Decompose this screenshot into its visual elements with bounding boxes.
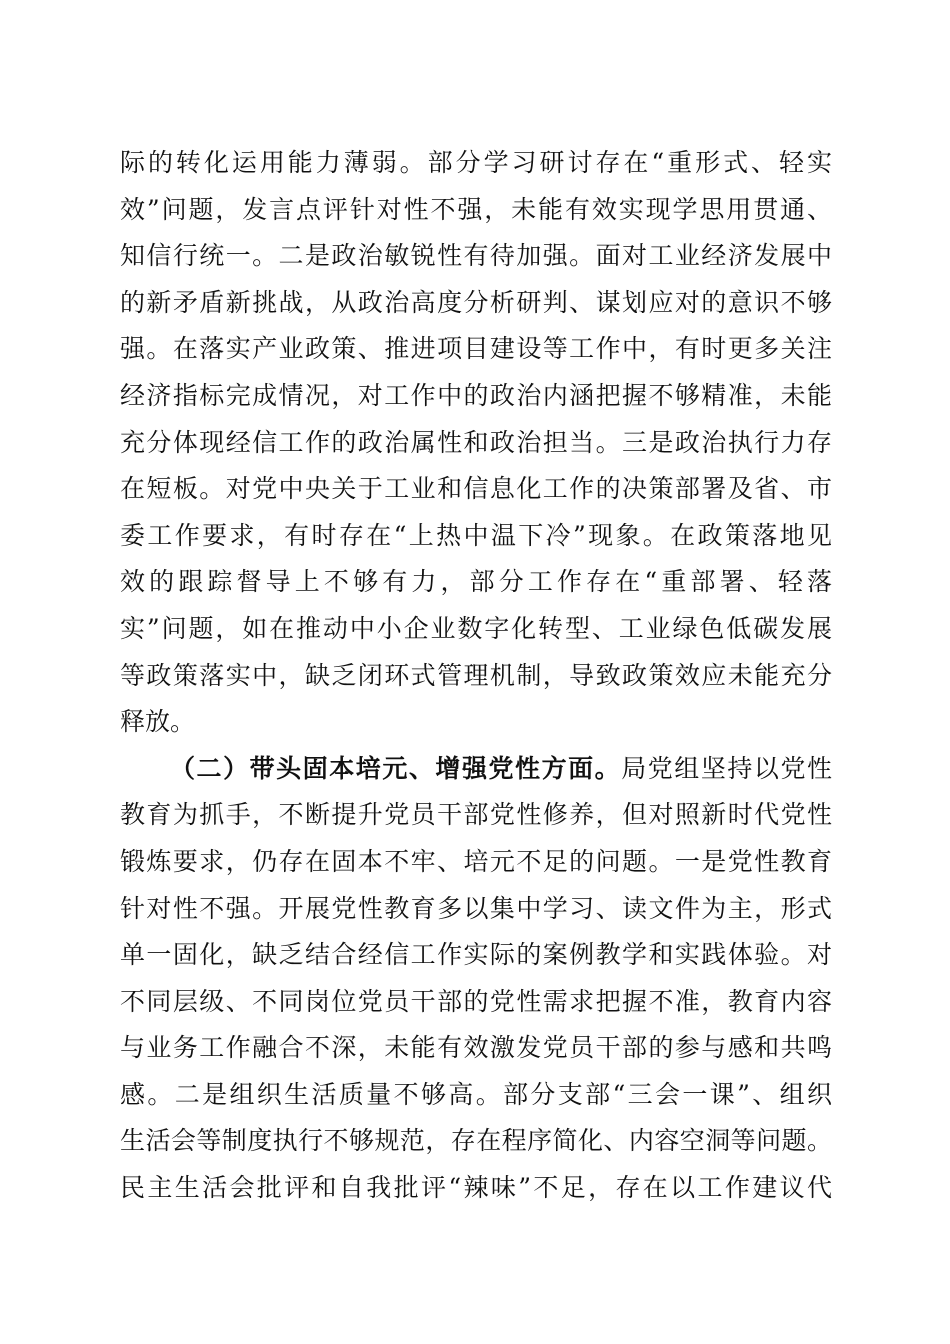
body-line: 效”问题，发言点评针对性不强，未能有效实现学思用贯通、: [120, 194, 832, 224]
body-line: 强。在落实产业政策、推进项目建设等工作中，有时更多关注: [120, 334, 832, 364]
section-heading: （二）带头固本培元、增强党性方面。: [170, 753, 622, 783]
section-first-line: [120, 746, 832, 793]
body-line: 际的转化运用能力薄弱。部分学习研讨存在“重形式、轻实: [120, 148, 832, 177]
body-line: 委工作要求，有时存在“上热中温下冷”现象。在政策落地见: [120, 520, 832, 550]
body-line: 释放。: [120, 707, 196, 737]
body-line: 效的跟踪督导上不够有力，部分工作存在“重部署、轻落: [120, 567, 832, 597]
body-line: 经济指标完成情况，对工作中的政治内涵把握不够精准，未能: [120, 380, 832, 410]
document-body: [120, 140, 832, 1212]
body-line: 的新矛盾新挑战，从政治高度分析研判、谋划应对的意识不够: [120, 287, 832, 317]
body-line: 知信行统一。二是政治敏锐性有待加强。面对工业经济发展中: [120, 241, 832, 271]
body-line: 实”问题，如在推动中小企业数字化转型、工业绿色低碳发展: [120, 613, 832, 643]
body-line: 民主生活会批评和自我批评“辣味”不足，存在以工作建议代: [120, 1173, 832, 1203]
body-line: 感。二是组织生活质量不够高。部分支部“三会一课”、组织: [120, 1079, 832, 1109]
body-line: 锻炼要求，仍存在固本不牢、培元不足的问题。一是党性教育: [120, 846, 832, 876]
body-line: 生活会等制度执行不够规范，存在程序简化、内容空洞等问题。: [120, 1126, 832, 1156]
body-line: 充分体现经信工作的政治属性和政治担当。三是政治执行力存: [120, 427, 832, 457]
section-first-line-text: 局党组坚持以党性: [621, 753, 832, 783]
body-line: 单一固化，缺乏结合经信工作实际的案例教学和实践体验。对: [120, 940, 832, 970]
body-line: 在短板。对党中央关于工业和信息化工作的决策部署及省、市: [120, 474, 832, 504]
body-line: 等政策落实中，缺乏闭环式管理机制，导致政策效应未能充分: [120, 660, 832, 690]
body-line: 针对性不强。开展党性教育多以集中学习、读文件为主，形式: [120, 893, 832, 923]
body-line: 教育为抓手，不断提升党员干部党性修养，但对照新时代党性: [120, 800, 832, 830]
body-line: 不同层级、不同岗位党员干部的党性需求把握不准，教育内容: [120, 986, 832, 1016]
body-line: 与业务工作融合不深，未能有效激发党员干部的参与感和共鸣: [120, 1033, 832, 1063]
